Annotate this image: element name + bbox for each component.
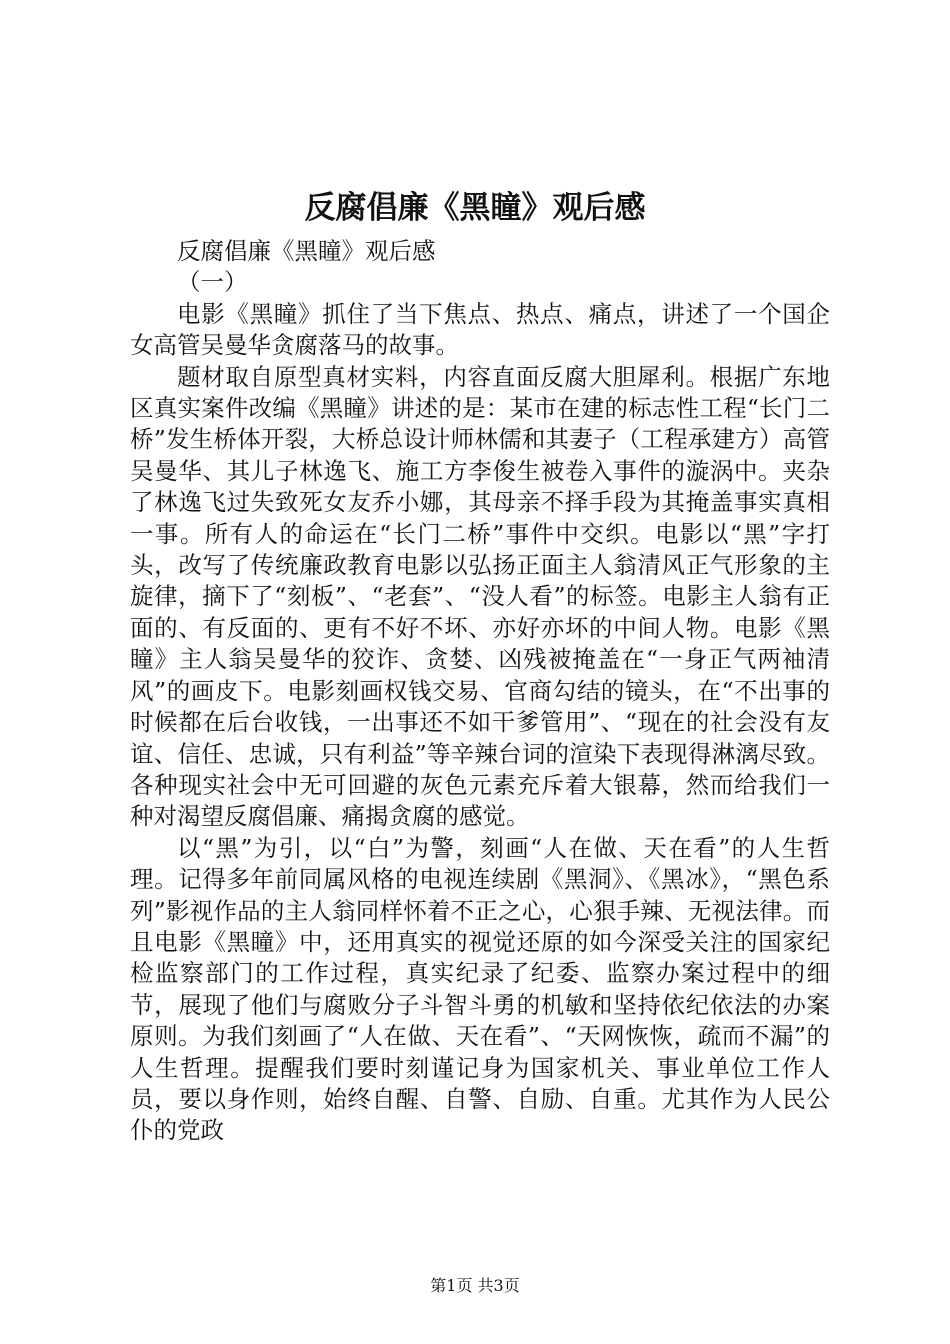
paragraph-story: 题材取自原型真材实料，内容直面反腐大胆犀利。根据广东地区真实案件改编《黑瞳》讲述的是：某市在建的标志性工程“长门二桥”发生桥体开裂，大桥总设计师林儒和其妻子（工程承建方）高管吴曼华、其儿子林逸飞、施工方李俊生被卷入事件的漩涡中。夹杂了林逸飞过失致死女友乔小娜，其母亲不择手段为其掩盖事实真相一事。所有人的命运在“长门二桥”事件中交织。电影以“黑”字打头，改写了传统廉政教育电影以弘扬正面主人翁清风正气形象的主旋律，摘下了“刻板”、“老套”、“没人看”的标签。电影主人翁有正面的、有反面的、更有不好不坏、亦好亦坏的中间人物。电影《黑瞳》主人翁吴曼华的狡诈、贪婪、凶残被掩盖在“一身正气两袖清风”的画皮下。电影刻画权钱交易、官商勾结的镜头，在“不出事的时候都在后台收钱，一出事还不如干爹管用”、“现在的社会没有友谊、信任、忠诚，只有利益”等辛辣台词的渲染下表现得淋漓尽致。各种现实社会中无可回避的灰色元素充斥着大银幕，然而给我们一种对渴望反腐倡廉、痛揭贪腐的感觉。 — [130, 362, 830, 831]
paragraph-section-number: （一） — [177, 268, 248, 297]
page-footer: 第1页 共3页 — [430, 1276, 520, 1295]
document-body — [130, 236, 830, 1147]
paragraph-subtitle: 反腐倡廉《黑瞳》观后感 — [177, 237, 436, 265]
paragraph-theme: 以“黑”为引，以“白”为警，刻画“人在做、天在看”的人生哲理。记得多年前同属风格的电视连续剧《黑洞》、《黑冰》，“黑色系列”影视作品的主人翁同样怀着不正之心，心狠手辣、无视法律。而且电影《黑瞳》中，还用真实的视觉还原的如今深受关注的国家纪检监察部门的工作过程，真实纪录了纪委、监察办案过程中的细节，展现了他们与腐败分子斗智斗勇的机敏和坚持依纪依法的办案原则。为我们刻画了“人在做、天在看”、“天网恢恢，疏而不漏”的人生哲理。提醒我们要时刻谨记身为国家机关、事业单位工作人员，要以身作则，始终自醒、自警、自励、自重。尤其作为人民公仆的党政 — [130, 833, 830, 1145]
paragraph-intro: 电影《黑瞳》抓住了当下焦点、热点、痛点，讲述了一个国企女高管吴曼华贪腐落马的故事。 — [130, 299, 830, 360]
document-title: 反腐倡廉《黑瞳》观后感 — [304, 190, 646, 226]
